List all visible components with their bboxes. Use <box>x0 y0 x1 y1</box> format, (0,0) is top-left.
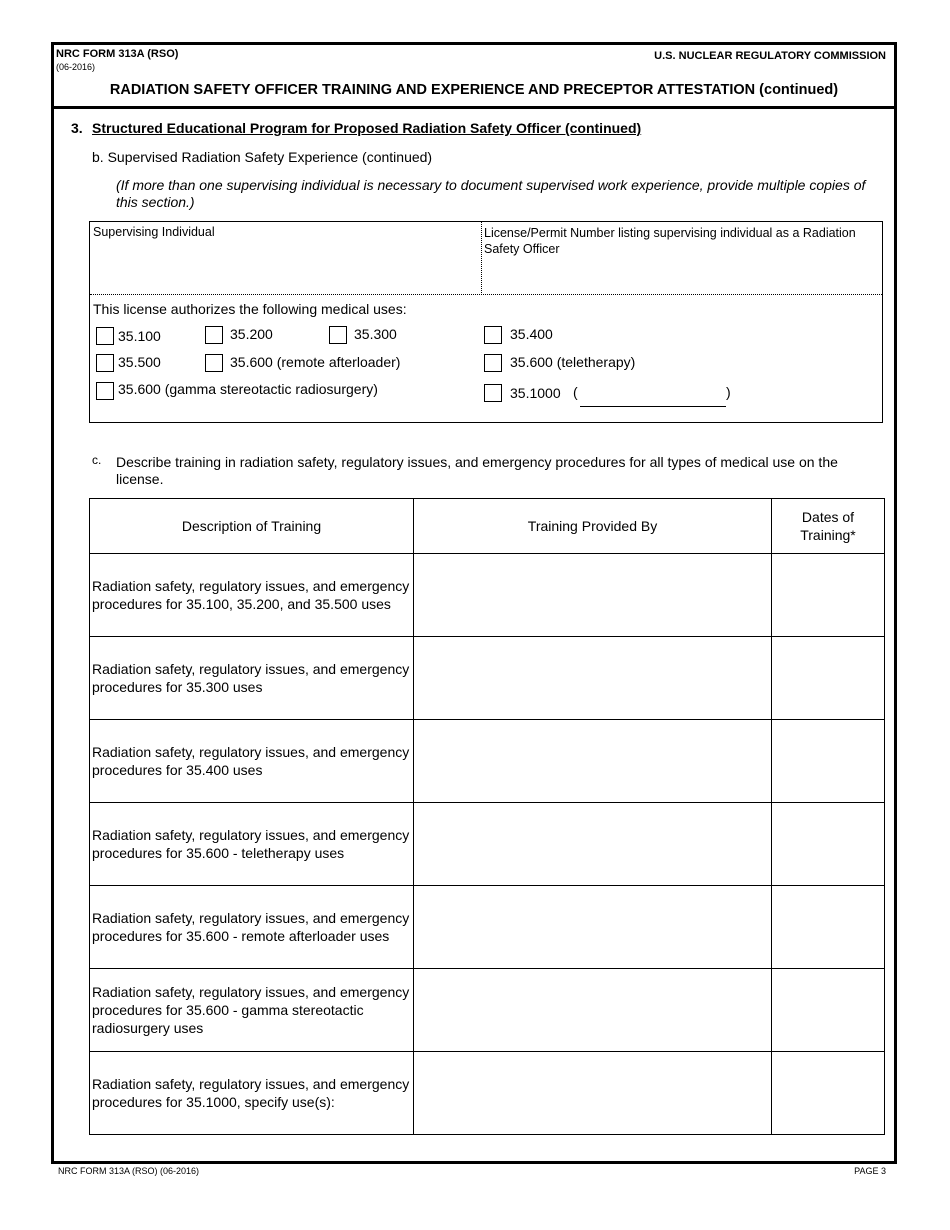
checkbox-label-35-600-remote-afterloader: 35.600 (remote afterloader) <box>230 354 401 370</box>
training-description: Radiation safety, regulatory issues, and emergency procedures for 35.600 - remote afterloader uses <box>90 886 414 969</box>
training-dates-cell[interactable] <box>772 720 885 803</box>
checkbox-label-35-400: 35.400 <box>510 326 553 342</box>
training-provided-by-cell[interactable] <box>414 720 772 803</box>
form-title: RADIATION SAFETY OFFICER TRAINING AND EXPERIENCE AND PRECEPTOR ATTESTATION (continued) <box>109 82 839 98</box>
table-row <box>90 969 885 1052</box>
training-provided-by-cell[interactable] <box>414 969 772 1052</box>
training-description: Radiation safety, regulatory issues, and emergency procedures for 35.1000, specify use(s): <box>90 1052 414 1135</box>
checkbox-label-35-1000: 35.1000 <box>510 385 561 401</box>
training-dates-cell[interactable] <box>772 1052 885 1135</box>
checkbox-label-35-300: 35.300 <box>354 326 397 342</box>
training-dates-cell[interactable] <box>772 637 885 720</box>
training-dates-cell[interactable] <box>772 969 885 1052</box>
checkbox-35-600-gamma[interactable] <box>96 382 114 400</box>
table-header-row <box>90 499 885 554</box>
checkbox-35-400[interactable] <box>484 326 502 344</box>
checkbox-35-1000[interactable] <box>484 384 502 402</box>
col-header-provided-by: Training Provided By <box>414 499 772 554</box>
training-provided-by-cell[interactable] <box>414 637 772 720</box>
training-description: Radiation safety, regulatory issues, and emergency procedures for 35.300 uses <box>90 637 414 720</box>
training-description: Radiation safety, regulatory issues, and emergency procedures for 35.400 uses <box>90 720 414 803</box>
table-row <box>90 886 885 969</box>
table-row <box>90 803 885 886</box>
specify-use-field[interactable] <box>580 406 726 407</box>
table-row <box>90 720 885 803</box>
training-table <box>89 498 885 1135</box>
checkbox-35-600-remote-afterloader[interactable] <box>205 354 223 372</box>
agency-name: U.S. NUCLEAR REGULATORY COMMISSION <box>654 50 886 62</box>
table-row <box>90 554 885 637</box>
specify-open-paren: ( <box>573 384 578 400</box>
training-description: Radiation safety, regulatory issues, and emergency procedures for 35.600 - teletherapy uses <box>90 803 414 886</box>
checkbox-35-100[interactable] <box>96 327 114 345</box>
multiple-copies-note: (If more than one supervising individual is necessary to document supervised work experience, provide multiple copies of this section.) <box>116 177 866 210</box>
license-number-field[interactable]: License/Permit Number listing supervising individual as a Radiation Safety Officer <box>484 226 856 256</box>
authorized-uses-label: This license authorizes the following medical uses: <box>93 301 407 317</box>
supervisor-box-divider <box>481 222 482 295</box>
checkbox-35-600-teletherapy[interactable] <box>484 354 502 372</box>
training-description: Radiation safety, regulatory issues, and emergency procedures for 35.100, 35.200, and 35.500 uses <box>90 554 414 637</box>
section-number: 3. <box>71 120 83 136</box>
footer-page-number: PAGE 3 <box>854 1166 886 1176</box>
footer-form-id: NRC FORM 313A (RSO) (06-2016) <box>58 1166 200 1176</box>
subsection-c-instructions: Describe training in radiation safety, regulatory issues, and emergency procedures for all types of medical use on the license. <box>116 454 838 487</box>
col-header-description: Description of Training <box>90 499 414 554</box>
header-divider <box>51 106 897 109</box>
table-row <box>90 637 885 720</box>
checkbox-label-35-600-gamma: 35.600 (gamma stereotactic radiosurgery) <box>118 381 378 397</box>
training-dates-cell[interactable] <box>772 554 885 637</box>
table-row <box>90 1052 885 1135</box>
training-dates-cell[interactable] <box>772 803 885 886</box>
training-provided-by-cell[interactable] <box>414 554 772 637</box>
section-title: Structured Educational Program for Proposed Radiation Safety Officer (continued) <box>92 120 642 136</box>
supervisor-box-hdivider <box>90 294 882 295</box>
training-description: Radiation safety, regulatory issues, and emergency procedures for 35.600 - gamma stereotactic radiosurgery uses <box>90 969 414 1052</box>
checkbox-35-500[interactable] <box>96 354 114 372</box>
subsection-b-heading: b. Supervised Radiation Safety Experience (continued) <box>92 149 433 165</box>
col-header-dates: Dates of Training* <box>772 499 885 554</box>
supervising-individual-field[interactable]: Supervising Individual <box>93 225 215 239</box>
training-provided-by-cell[interactable] <box>414 1052 772 1135</box>
training-dates-cell[interactable] <box>772 886 885 969</box>
checkbox-label-35-100: 35.100 <box>118 328 161 344</box>
training-provided-by-cell[interactable] <box>414 803 772 886</box>
checkbox-label-35-600-teletherapy: 35.600 (teletherapy) <box>510 354 636 370</box>
training-provided-by-cell[interactable] <box>414 886 772 969</box>
specify-close-paren: ) <box>726 384 731 400</box>
checkbox-35-200[interactable] <box>205 326 223 344</box>
subsection-c-letter: c. <box>92 453 102 467</box>
form-id: NRC FORM 313A (RSO) <box>56 48 179 60</box>
checkbox-label-35-500: 35.500 <box>118 354 161 370</box>
checkbox-35-300[interactable] <box>329 326 347 344</box>
form-date: (06-2016) <box>56 62 96 72</box>
checkbox-label-35-200: 35.200 <box>230 326 273 342</box>
